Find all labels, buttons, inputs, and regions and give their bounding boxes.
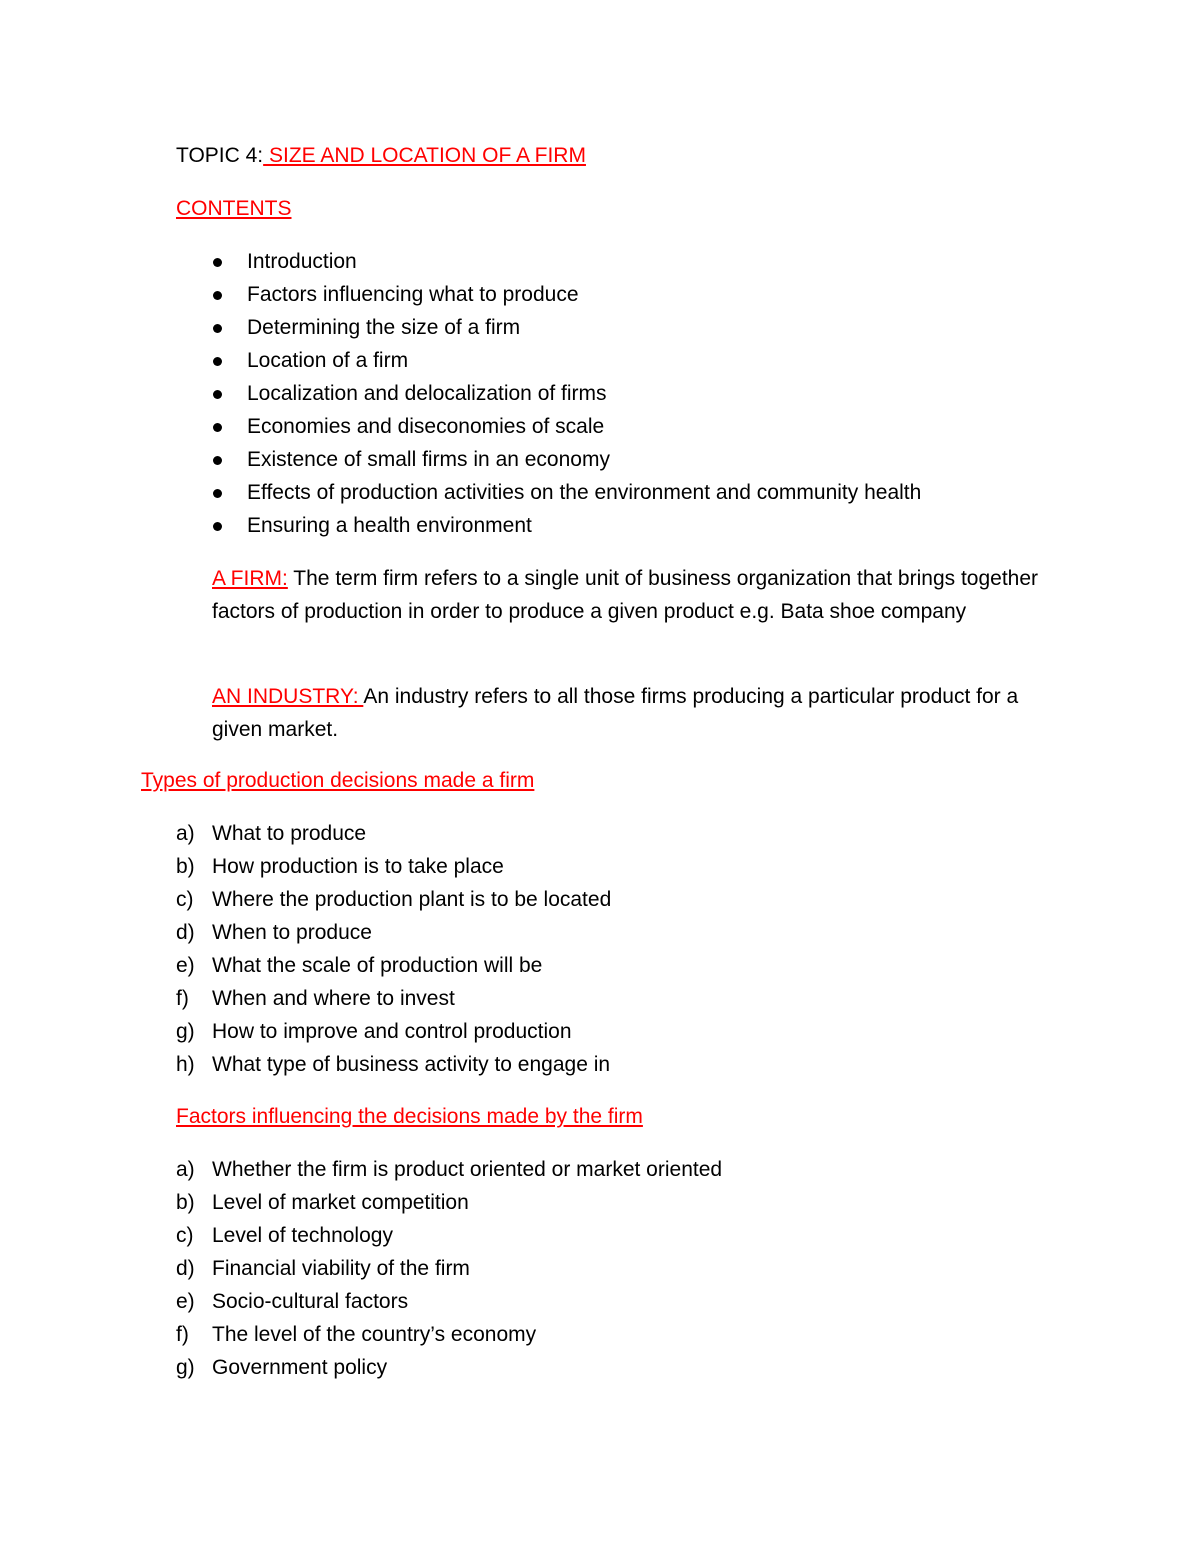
item-text: Level of market competition [212,1191,469,1214]
list-item [0,952,611,985]
list-item-text: Determining the size of a firm [247,316,521,339]
firm-definition [212,562,1052,628]
item-text: Government policy [212,1356,388,1379]
factors-list [0,1156,722,1387]
list-item [0,314,921,347]
bullet-icon [213,258,222,267]
firm-text: The term firm refers to a single unit of business organization that brings together factors of production in order to produce a given product e.g. Bata shoe company [212,567,1039,623]
list-item-text: Economies and diseconomies of scale [247,415,605,438]
list-item [0,1288,722,1321]
decisions-list [0,820,611,1084]
list-item [0,1255,722,1288]
item-label: g) [176,1356,195,1379]
list-item [0,281,921,314]
item-label: d) [176,921,195,944]
item-label: d) [176,1257,195,1280]
list-item [0,1189,722,1222]
page-title [176,143,586,169]
list-item [0,446,921,479]
list-item [0,1354,722,1387]
list-item [0,347,921,380]
item-text: What type of business activity to engage in [212,1053,611,1076]
list-item [0,985,611,1018]
item-label: f) [176,987,189,1010]
firm-term: A FIRM: [212,567,288,590]
bullet-icon [213,357,222,366]
bullet-icon [213,390,222,399]
industry-definition [212,680,1052,746]
bullet-icon [213,324,222,333]
item-text: What the scale of production will be [212,954,543,977]
contents-heading: CONTENTS [176,197,292,220]
bullet-icon [213,423,222,432]
item-label: b) [176,1191,195,1214]
list-item [0,1222,722,1255]
item-label: a) [176,1158,195,1181]
item-text: Level of technology [212,1224,393,1247]
item-text: The level of the country’s economy [212,1323,537,1346]
bullet-icon [213,522,222,531]
item-label: e) [176,1290,195,1313]
item-text: What to produce [212,822,367,845]
list-item [0,413,921,446]
item-label: g) [176,1020,195,1043]
list-item-text: Effects of production activities on the environment and community health [247,481,922,504]
list-item-text: Factors influencing what to produce [247,283,579,306]
list-item [0,1156,722,1189]
item-text: Socio-cultural factors [212,1290,409,1313]
industry-term: AN INDUSTRY: [212,685,364,708]
item-text: When to produce [212,921,372,944]
item-label: f) [176,1323,189,1346]
item-label: a) [176,822,195,845]
item-label: h) [176,1053,195,1076]
item-label: b) [176,855,195,878]
topic-prefix: TOPIC 4: [176,144,264,167]
item-text: Whether the firm is product oriented or market oriented [212,1158,723,1181]
item-text: How to improve and control production [212,1020,572,1043]
list-item [0,1321,722,1354]
list-item [0,886,611,919]
decisions-heading: Types of production decisions made a firm [141,769,535,792]
item-text: Financial viability of the firm [212,1257,470,1280]
list-item [0,248,921,281]
list-item [0,820,611,853]
list-item [0,919,611,952]
bullet-icon [213,456,222,465]
item-text: Where the production plant is to be located [212,888,612,911]
industry-text: An industry refers to all those firms producing a particular product for a given market. [212,685,1019,741]
list-item [0,380,921,413]
list-item-text: Localization and delocalization of firms [247,382,607,405]
list-item [0,853,611,886]
item-label: e) [176,954,195,977]
item-label: c) [176,888,194,911]
list-item-text: Introduction [247,250,357,273]
item-text: When and where to invest [212,987,455,1010]
factors-heading: Factors influencing the decisions made by the firm [176,1105,643,1128]
bullet-icon [213,291,222,300]
list-item-text: Existence of small firms in an economy [247,448,610,471]
list-item [0,1018,611,1051]
list-item [0,479,921,512]
list-item-text: Ensuring a health environment [247,514,532,537]
list-item [0,512,921,545]
list-item [0,1051,611,1084]
bullet-icon [213,489,222,498]
list-item-text: Location of a firm [247,349,409,372]
item-label: c) [176,1224,194,1247]
topic-title: SIZE AND LOCATION OF A FIRM [263,144,586,167]
item-text: How production is to take place [212,855,504,878]
contents-list [0,248,921,545]
